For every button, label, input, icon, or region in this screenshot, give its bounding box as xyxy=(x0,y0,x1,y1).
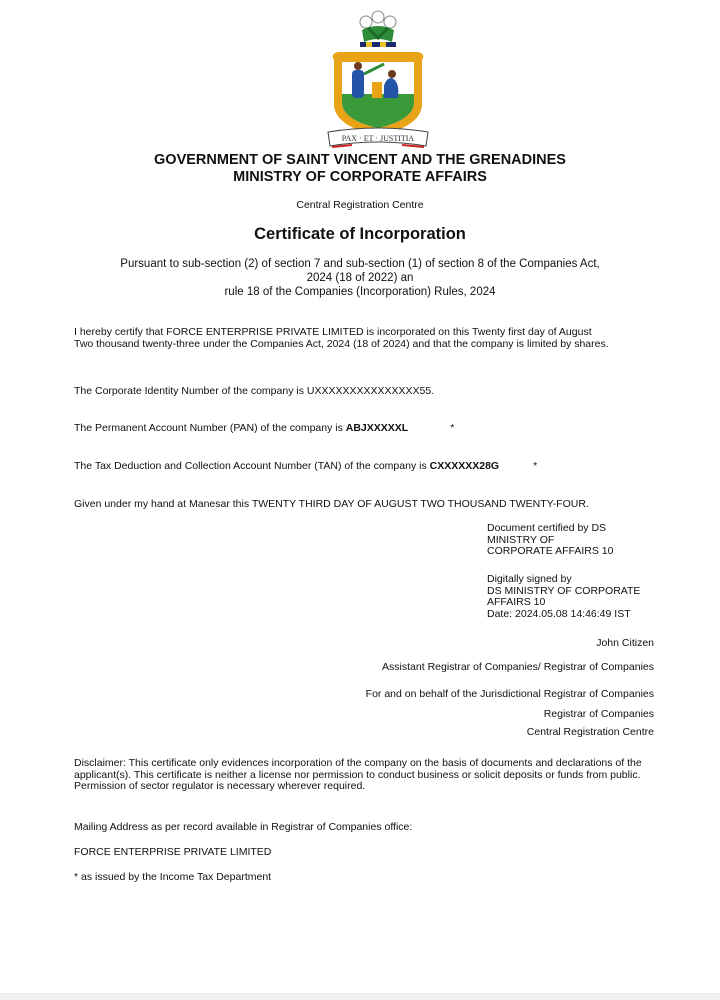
certified-by-block xyxy=(487,523,613,558)
coat-of-arms-icon xyxy=(322,8,434,148)
pan-label: The Permanent Account Number (PAN) of the company is xyxy=(74,422,346,434)
pursuant-line-2: 2024 (18 of 2022) an xyxy=(306,272,414,284)
registrar-line: Registrar of Companies xyxy=(543,708,654,720)
ministry-name: MINISTRY OF CORPORATE AFFAIRS xyxy=(233,169,487,185)
certify-statement xyxy=(74,326,609,350)
centre-line: Central Registration Centre xyxy=(526,726,654,738)
digital-signature-block xyxy=(487,574,640,620)
pursuant-clause xyxy=(0,257,720,299)
digital-signature-line: AFFAIRS 10 xyxy=(487,596,546,608)
signatory-name: John Citizen xyxy=(596,637,654,649)
viewer-bottom-edge xyxy=(0,993,720,1000)
svg-text:PAX · ET · JUSTITIA: PAX · ET · JUSTITIA xyxy=(341,134,415,143)
mailing-address-company: FORCE ENTERPRISE PRIVATE LIMITED xyxy=(74,846,272,858)
certified-line: CORPORATE AFFAIRS 10 xyxy=(487,545,614,557)
pan-line xyxy=(74,422,454,434)
pan-value: ABJXXXXXL xyxy=(345,422,409,434)
cin-line xyxy=(74,385,434,397)
digital-signature-line: DS MINISTRY OF CORPORATE xyxy=(487,584,641,597)
signature-date: Date: 2024.05.08 14:46:49 IST xyxy=(487,607,631,620)
footnote: * as issued by the Income Tax Department xyxy=(74,871,272,883)
document-title: Certificate of Incorporation xyxy=(254,225,466,243)
issuer-header xyxy=(0,152,720,186)
certified-line: MINISTRY OF xyxy=(487,533,555,546)
tan-footnote-mark: * xyxy=(533,460,538,472)
certify-line-2: Two thousand twenty-three under the Companies Act, 2024 (18 of 2024) and that the company is limited by shares. xyxy=(74,338,609,350)
cin-label: The Corporate Identity Number of the company is xyxy=(74,385,307,397)
registration-centre: Central Registration Centre xyxy=(296,199,424,211)
tan-line xyxy=(74,460,537,472)
tan-label: The Tax Deduction and Collection Account Number (TAN) of the company is xyxy=(74,460,430,472)
given-statement: Given under my hand at Manesar this TWENTY THIRD DAY OF AUGUST TWO THOUSAND TWENTY-FOUR. xyxy=(74,498,589,510)
mailing-address-label: Mailing Address as per record available in Registrar of Companies office: xyxy=(74,821,413,833)
government-name: GOVERNMENT OF SAINT VINCENT AND THE GRENADINES xyxy=(154,152,566,168)
pursuant-line-1: Pursuant to sub-section (2) of section 7 and sub-section (1) of section 8 of the Companies Act, xyxy=(120,258,600,270)
on-behalf-line: For and on behalf of the Jurisdictional Registrar of Companies xyxy=(365,688,654,700)
disclaimer: Disclaimer: This certificate only evidences incorporation of the company on the basis of documents and declarations of the applicant(s). This certificate is neither a license nor permission to conduct business or solicit deposits or funds from public. Permission of sector regulator is necessary wherever required. xyxy=(74,757,642,792)
pursuant-line-3: rule 18 of the Companies (Incorporation) Rules, 2024 xyxy=(224,286,496,298)
cin-value: UXXXXXXXXXXXXXXX55. xyxy=(306,385,435,397)
certified-line: Document certified by DS xyxy=(487,522,607,534)
tan-value: CXXXXXX28G xyxy=(429,460,500,472)
digital-signature-line: Digitally signed by xyxy=(487,573,572,585)
signatory-role: Assistant Registrar of Companies/ Registrar of Companies xyxy=(382,661,654,673)
pan-footnote-mark: * xyxy=(450,422,455,434)
certify-line-1: I hereby certify that FORCE ENTERPRISE PRIVATE LIMITED is incorporated on this Twenty first day of August xyxy=(74,326,592,338)
